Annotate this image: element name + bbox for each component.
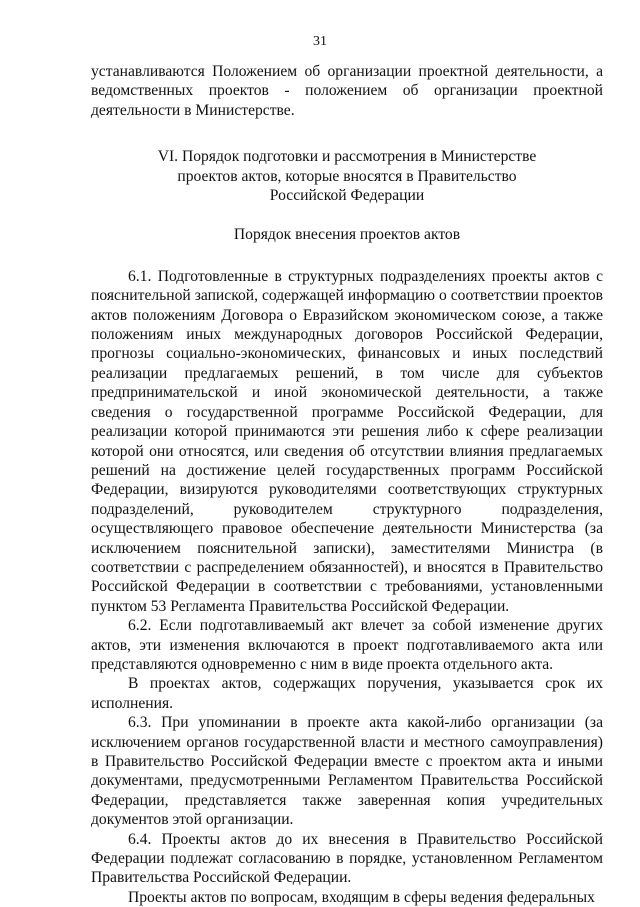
paragraph-deadline: В проектах актов, содержащих поручения, указывается срок их исполнения. bbox=[91, 675, 603, 712]
paragraph-6-1: 6.1. Подготовленные в структурных подразделениях проекты актов с пояснительной запиской, содержащей информацию о соответствии проектов актов положениям Договора о Евразийском экономическом союзе, а также положениям иных международных договоров Российской Федерации, прогнозы социально-экономических, финансовых и иных последствий реализации предлагаемых решений, в том числе для субъектов предпринимательской и иной экономической деятельности, а также сведения о государственной программе Российской Федерации, для реализации которой принимаются эти решения либо к сфере реализации которой они относятся, или сведения об отсутствии влияния предлагаемых решений на достижение целей государственных программ Российской Федерации, визируются руководителями соответствующих структурных подразделений, руководителем структурного подразделения, осуществляющего правовое обеспечение деятельности Министерства (за исключением пояснительной записки), заместителями Министра (в соответствии с распределением обязанностей), и вносятся в Правительство Российской Федерации в соответствии с требованиями, установленными пунктом 53 Регламента Правительства Российской Федерации. bbox=[91, 267, 603, 615]
paragraph-6-3: 6.3. При упоминании в проекте акта какой-либо организации (за исключением органов государственной власти и местного самоуправления) в Правительство Российской Федерации вместе с проектом акта и иными документами, предусмотренными Регламентом Правительства Российской Федерации, представляется также заверенная копия учредительных документов этой организации. bbox=[91, 714, 603, 829]
paragraph-6-2: 6.2. Если подготавливаемый акт влечет за собой изменение других актов, эти изменения включаются в проект подготавливаемого акта или представляются одновременно с ним в виде проекта отдельного акта. bbox=[91, 617, 603, 673]
section-title-line-2: проектов актов, которые вносятся в Правительство bbox=[177, 167, 517, 185]
section-title bbox=[91, 147, 603, 205]
paragraph-continuation: Проекты актов по вопросам, входящим в сферы ведения федеральных bbox=[128, 888, 595, 906]
section-title-line-1: VI. Порядок подготовки и рассмотрения в Министерстве bbox=[157, 148, 537, 166]
section-subtitle: Порядок внесения проектов актов bbox=[233, 226, 461, 244]
page-content bbox=[91, 62, 603, 907]
page-number: 31 bbox=[313, 34, 327, 49]
section-title-line-3: Российской Федерации bbox=[269, 187, 425, 205]
intro-paragraph: устанавливаются Положением об организации проектной деятельности, а ведомственных проектов - положением об организации проектной деятельности в Министерстве. bbox=[91, 63, 603, 119]
paragraph-6-4: 6.4. Проекты актов до их внесения в Правительство Российской Федерации подлежат согласованию в порядке, установленном Регламентом Правительства Российской Федерации. bbox=[91, 830, 603, 887]
